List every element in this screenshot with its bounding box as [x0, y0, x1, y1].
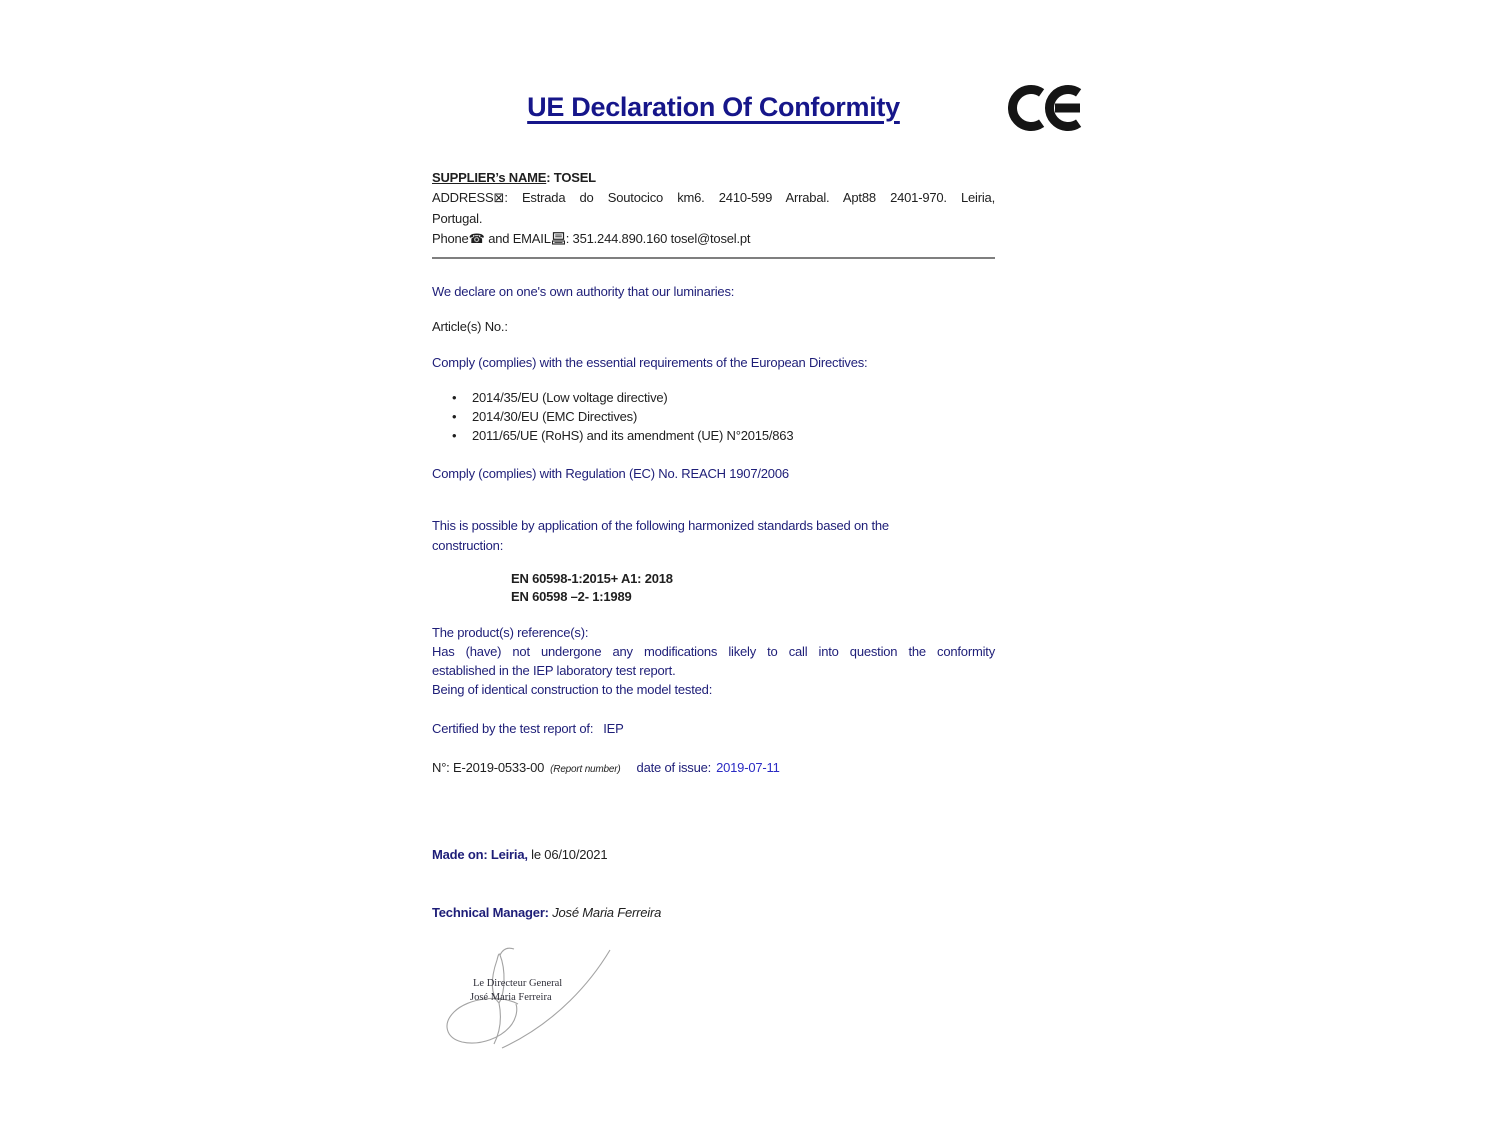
supplier-name-line: [432, 168, 995, 188]
comply-reach-line: Comply (complies) with Regulation (EC) No. REACH 1907/2006: [432, 466, 789, 481]
made-on-label: Made on: Leiria,: [432, 847, 528, 862]
modifications-line2: established in the IEP laboratory test report.: [432, 663, 676, 678]
phone-label: Phone: [432, 231, 469, 246]
ce-mark-icon: [1008, 84, 1082, 132]
supplier-block: [432, 168, 995, 250]
manager-label: Technical Manager:: [432, 905, 549, 920]
page-title: [432, 92, 995, 123]
report-number-note: (Report number): [550, 764, 621, 775]
certified-line: [432, 719, 995, 738]
bullet-icon: •: [452, 428, 457, 443]
made-on-value: le 06/10/2021: [527, 847, 608, 862]
declaration-statement: We declare on one's own authority that our luminaries:: [432, 284, 735, 299]
report-line: [432, 758, 995, 779]
technical-manager-line: [432, 903, 995, 922]
directives-list: [432, 388, 995, 445]
signature-title-text: Le Directeur General: [473, 978, 563, 989]
directive-text: 2014/30/EU (EMC Directives): [472, 409, 638, 424]
comply-directives-line: Comply (complies) with the essential requirements of the European Directives:: [432, 355, 868, 370]
certified-label: Certified by the test report of:: [432, 721, 594, 736]
supplier-name-value: : TOSEL: [546, 170, 596, 185]
supplier-contact-line: [432, 229, 995, 250]
harmonized-line1: This is possible by application of the following harmonized standards based on the: [432, 518, 889, 533]
standard-item: EN 60598-1:2015+ A1: 2018: [511, 571, 673, 586]
product-reference-line: The product(s) reference(s):: [432, 625, 589, 640]
manager-name: José Maria Ferreira: [548, 905, 662, 920]
standards-list: [432, 570, 995, 606]
contact-value: : 351.244.890.160 tosel@tosel.pt: [565, 231, 751, 246]
page-title-text: UE Declaration Of Conformity: [527, 92, 900, 122]
identical-construction-line: Being of identical construction to the model tested:: [432, 682, 713, 697]
product-reference-block: [432, 623, 995, 699]
harmonized-intro: [432, 516, 995, 555]
directive-item: [432, 388, 995, 407]
certified-value: IEP: [603, 721, 624, 736]
signature-name-text: José Maria Ferreira: [470, 992, 552, 1003]
report-number: N°: E-2019-0533-00: [432, 760, 545, 775]
envelope-icon: ⊠: [493, 191, 505, 206]
standard-item: EN 60598 –2- 1:1989: [511, 589, 632, 604]
address-label: ADDRESS: [432, 190, 494, 205]
signature-block: [440, 946, 640, 1056]
supplier-address-line2: Portugal.: [432, 211, 483, 226]
issue-date-label: date of issue:: [636, 760, 712, 775]
section-divider: [432, 257, 995, 259]
modifications-line1: Has (have) not undergone any modifications likely to call into question the conformity: [432, 644, 995, 659]
directive-text: 2014/35/EU (Low voltage directive): [472, 390, 668, 405]
directive-item: [432, 407, 995, 426]
address-value: : Estrada do Soutocico km6. 2410-599 Arrabal. Apt88 2401-970. Leiria,: [504, 190, 995, 205]
issue-date-value: 2019-07-11: [716, 760, 780, 775]
articles-line: Article(s) No.:: [432, 319, 508, 334]
email-label: and EMAIL: [484, 231, 551, 246]
bullet-icon: •: [452, 390, 457, 405]
phone-icon: ☎: [468, 232, 485, 247]
directive-item: [432, 426, 995, 445]
supplier-address-line: [432, 188, 995, 209]
supplier-name-label: SUPPLIER’s NAME: [432, 170, 547, 185]
directive-text: 2011/65/UE (RoHS) and its amendment (UE) N°2015/863: [472, 428, 794, 443]
email-computer-icon: [552, 232, 565, 245]
harmonized-line2: construction:: [432, 537, 504, 553]
made-on-line: [432, 845, 995, 864]
bullet-icon: •: [452, 409, 457, 424]
